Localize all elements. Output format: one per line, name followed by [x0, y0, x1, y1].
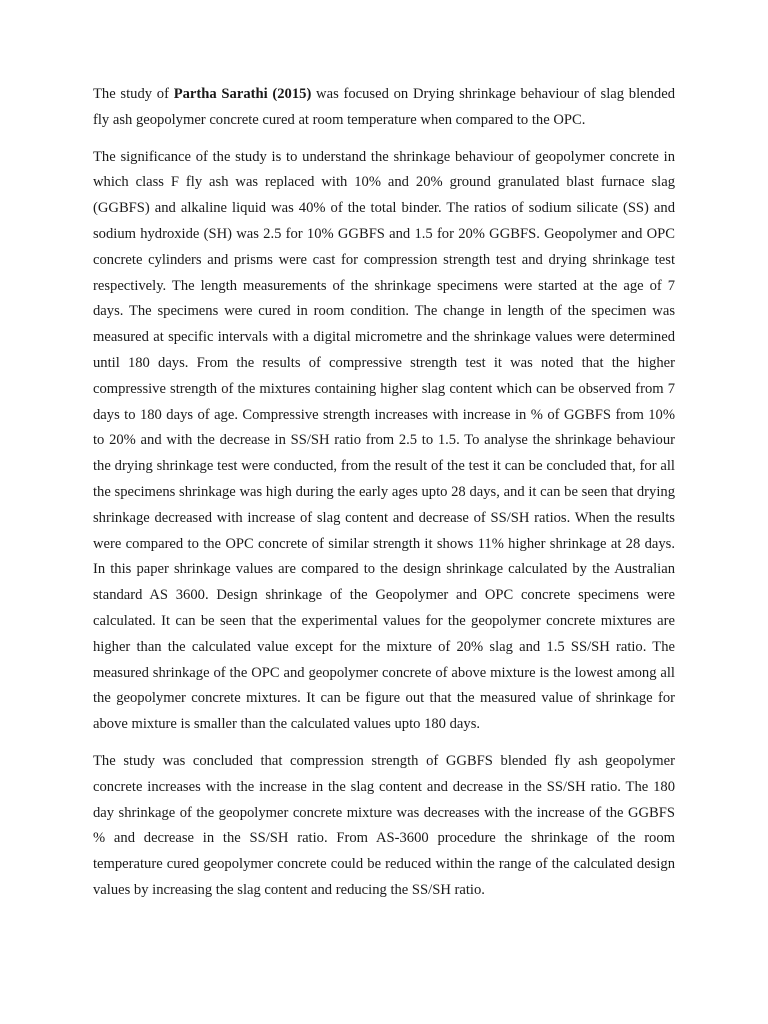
paragraph-intro-rest: was focused on Drying shrinkage behaviour of slag blended fly ash geopolymer concrete cured at room temperature when compared to the OPC.	[93, 86, 676, 128]
paragraph-intro-lead: The study of	[93, 86, 174, 102]
paragraph-conclusion: The study was concluded that compression strength of GGBFS blended fly ash geopolymer concrete increases with the increase in the slag content and decrease in the SS/SH ratio. The 180 day shrinkage of the geopolymer concrete mixture was decreases with the increase of the GGBFS % and decrease in the SS/SH ratio. From AS-3600 procedure the shrinkage of the room temperature cured geopolymer concrete could be reduced within the range of the calculated design values by increasing the slag content and reducing the SS/SH ratio.	[93, 752, 675, 898]
paragraph-significance: The significance of the study is to understand the shrinkage behaviour of geopolymer concrete in which class F fly ash was replaced with 10% and 20% ground granulated blast furnace slag (GGBFS) and alkaline liquid was 40% of the total binder. The ratios of sodium silicate (SS) and sodium hydroxide (SH) was 2.5 for 10% GGBFS and 1.5 for 20% GGBFS. Geopolymer and OPC concrete cylinders and prisms were cast for compression strength test and drying shrinkage test respectively. The length measurements of the shrinkage specimens were started at the age of 7 days. The specimens were cured in room condition. The change in length of the specimen was measured at specific intervals with a digital micrometre and the shrinkage values were determined until 180 days. From the results of compressive strength test it was noted that the higher compressive strength of the mixtures containing higher slag content which can be observed from 7 days to 180 days of age. Compressive strength increases with increase in % of GGBFS from 10% to 20% and with the decrease in SS/SH ratio from 2.5 to 1.5. To analyse the shrinkage behaviour the drying shrinkage test were conducted, from the result of the test it can be concluded that, for all the specimens shrinkage was high during the early ages upto 28 days, and it can be seen that drying shrinkage decreased with increase of slag content and decrease of SS/SH ratios. When the results were compared to the OPC concrete of similar strength it shows 11% higher shrinkage at 28 days. In this paper shrinkage values are compared to the design shrinkage calculated by the Australian standard AS 3600. Design shrinkage of the Geopolymer and OPC concrete specimens were calculated. It can be seen that the experimental values for the geopolymer concrete mixtures are higher than the calculated value except for the mixture of 20% slag and 1.5 SS/SH ratio. The measured shrinkage of the OPC and geopolymer concrete of above mixture is the lowest among all the geopolymer concrete mixtures. It can be figure out that the measured value of shrinkage for above mixture is smaller than the calculated values upto 180 days.	[93, 148, 675, 733]
paragraph-intro	[93, 82, 675, 134]
document-page	[93, 82, 675, 915]
author-citation: Partha Sarathi (2015)	[173, 86, 312, 102]
